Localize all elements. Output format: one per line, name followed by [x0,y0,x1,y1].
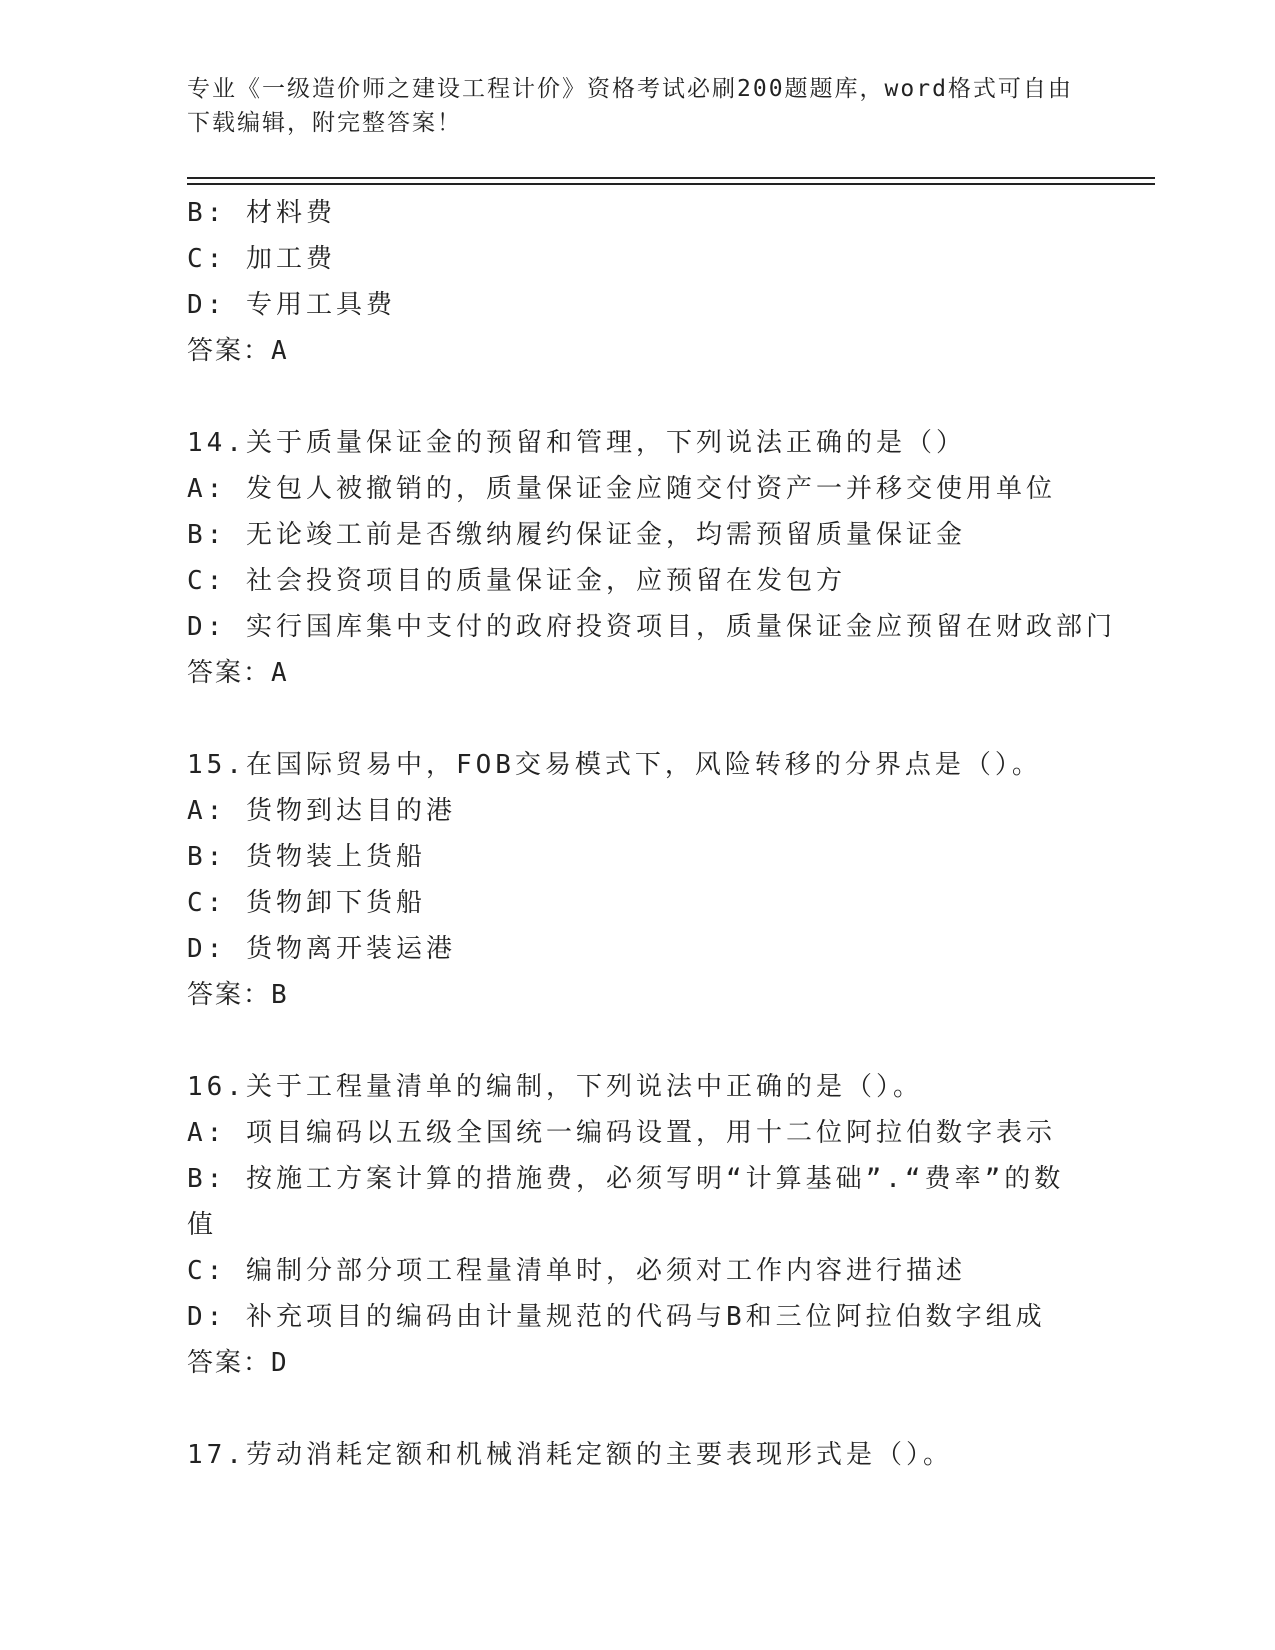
question-15 [187,742,1087,1018]
option-d: D: 实行国库集中支付的政府投资项目，质量保证金应预留在财政部门 [187,612,1116,642]
header-divider-bottom [187,183,1155,185]
option-c: C: 编制分部分项工程量清单时，必须对工作内容进行描述 [187,1256,966,1286]
option-b: B: 材料费 [187,198,336,228]
answer: 答案：A [187,658,289,688]
answer: 答案：D [187,1348,289,1378]
option-d: D: 补充项目的编码由计量规范的代码与B和三位阿拉伯数字组成 [187,1302,1046,1332]
option-b-continued: 值 [187,1210,218,1240]
option-a: A: 发包人被撤销的，质量保证金应随交付资产一并移交使用单位 [187,474,1056,504]
option-b: B: 货物装上货船 [187,842,426,872]
question-13-continued [187,190,1087,374]
question-17 [187,1432,1087,1478]
option-c: C: 加工费 [187,244,336,274]
option-b: B: 按施工方案计算的措施费，必须写明“计算基础”.“费率”的数 [187,1164,1065,1194]
spacer [187,696,1087,742]
question-text: 16.关于工程量清单的编制，下列说法中正确的是（）。 [187,1072,923,1102]
header-line-2: 下载编辑，附完整答案！ [187,110,462,136]
answer: 答案：A [187,336,289,366]
header-divider-top [187,177,1155,179]
option-c: C: 社会投资项目的质量保证金，应预留在发包方 [187,566,846,596]
option-c: C: 货物卸下货船 [187,888,426,918]
spacer [187,374,1087,420]
option-a: A: 货物到达目的港 [187,796,456,826]
question-text: 15.在国际贸易中，FOB交易模式下，风险转移的分界点是（）。 [187,750,1042,780]
option-d: D: 货物离开装运港 [187,934,456,964]
question-text: 17.劳动消耗定额和机械消耗定额的主要表现形式是（）。 [187,1440,953,1470]
option-d: D: 专用工具费 [187,290,396,320]
spacer [187,1386,1087,1432]
question-list [187,190,1116,1478]
question-14 [187,420,1116,696]
question-text: 14.关于质量保证金的预留和管理，下列说法正确的是（） [187,428,966,458]
option-b: B: 无论竣工前是否缴纳履约保证金，均需预留质量保证金 [187,520,966,550]
answer: 答案：B [187,980,289,1010]
option-a: A: 项目编码以五级全国统一编码设置，用十二位阿拉伯数字表示 [187,1118,1056,1148]
document-header [187,72,1087,140]
spacer [187,1018,1087,1064]
question-16 [187,1064,1087,1386]
header-line-1: 专业《一级造价师之建设工程计价》资格考试必刷200题题库，word格式可自由 [187,76,1073,102]
